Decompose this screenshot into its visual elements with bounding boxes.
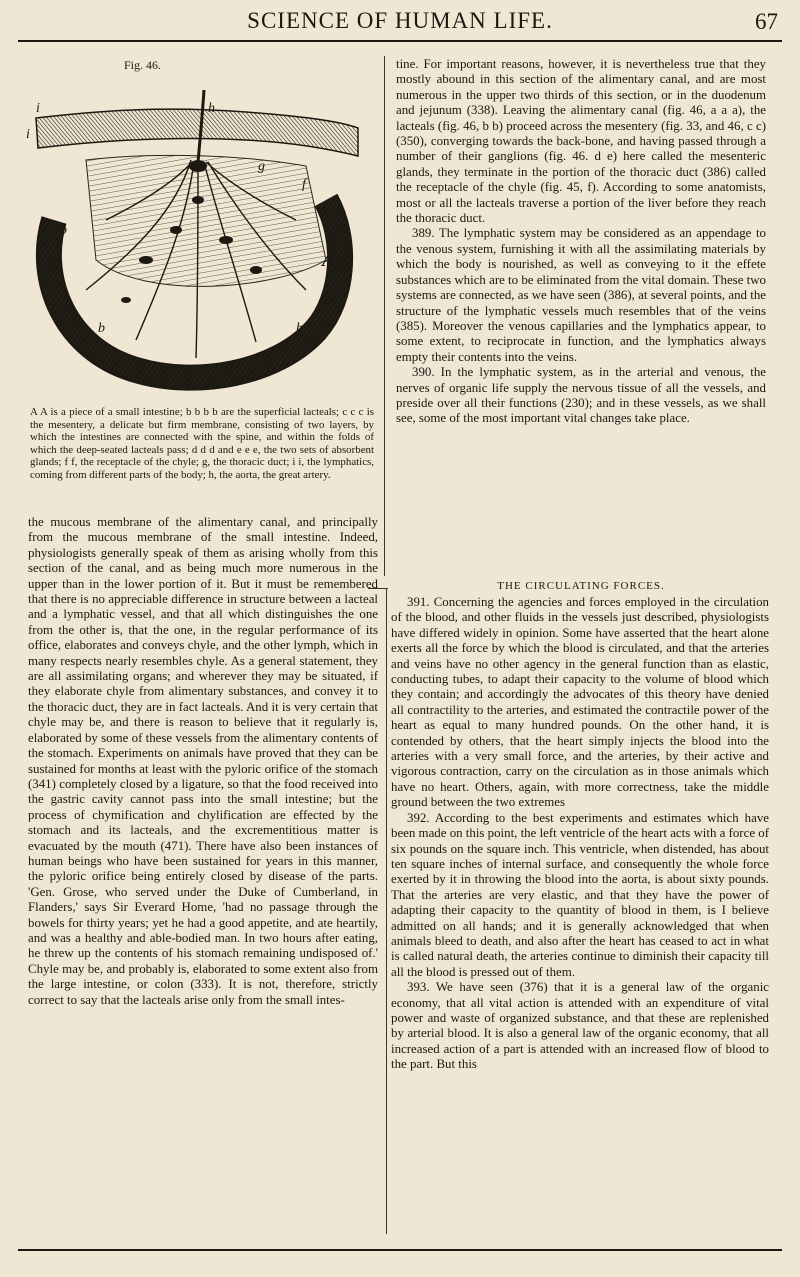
column-divider-upper: [384, 56, 385, 576]
paragraph-392: 392. According to the best experiments and estimates which have been made on this point, the left ventricle of the heart acts with a force of six pounds on the square inch. This ventricle, when distended, has about ten square inches of internal surface, and consequently the whole force exerted by it in throwing the blood into the aorta, is about sixty pounds. That the arteries are very elastic, and that they have the power of adapting their capacity to the quantity of blood in them, is I believe admitted on all hands; and it is generally acknowledged that when animals bleed to death, and also after the heart has ceased to act in what is called natural death, the arteries continue to diminish their capacity till all the blood is pressed out of them.: [391, 810, 769, 979]
paragraph-391: 391. Concerning the agencies and forces employed in the circulation of the blood, and other fluids in the vessels just described, physiologists have differed widely in opinion. Some have asserted that the heart alone exerts all the force by which the blood is circulated, and that the arteries and veins have no other agency in the general function than as elastic, conducting tubes, to adapt their capacity to the volume of blood which they contain; and accordingly the advocates of this theory have denied all contractility to the arteries, and estimated the contractile power of the heart as equal to many hundred pounds. On the other hand, it is contended by others, that the heart simply injects the blood into the arteries with a very small force, and the arteries, by their active and vigorous contraction, carry on the circulation as in those animals which have no heart. Others, again, with more correctness, take the middle ground between the two extremes: [391, 595, 769, 810]
fig-letter-b-4: b: [296, 321, 303, 336]
running-head: SCIENCE OF HUMAN LIFE.: [247, 8, 553, 33]
left-column-text: the mucous membrane of the alimentary canal, and principally from the mucous membrane of the small intestine. Indeed, physiologists generally speak of them as arising wholly from this section of the canal, and as being much more numerous in the upper than in the lower portion of it. But it must be remembered that there is no appreciable difference in structure between a lacteal and a lymphatic vessel, and that all which distinguishes the one from the other is, that the one, in the regular performance of its office, elaborates and conveys chyle, and the other lymph, which in many respects nearly resembles chyle. As a general statement, they are all assimilating organs; and wherever they may be situated, if they elaborate chyle from alimentary substances, and convey it to the thoracic duct, they are in fact lacteals. And it is very certain that chyle may be, and there is reason to believe that it regularly is, elaborated by some of these vessels from the alimentary contents of the stomach. Experiments on animals have proved that they can be sustained for months at least with the pyloric orifice of the stomach (341) completely closed by a ligature, so that the food received into the gastric cavity cannot pass into the small intestine; but the process of chymification and chylification are effected by the stomach and its lacteals, and the excrementitious matter is evacuated by the mouth (471). There have also been instances of human beings who have been sustained for years in this manner, the pyloric orifice being entirely closed by disease of the parts. 'Gen. Grose, who served under the Duke of Cumberland, in Flanders,' says Sir Everard Home, 'had no passage through the bowels for thirty years; yet he had a good appetite, and ate heartily, and was a healthy and able-bodied man. In two hours after eating, he threw up the contents of his stomach remaining undisposed of.' Chyle may be, and probably is, elaborated to some extent also from the large intestine, or colon (333). It is not, therefore, strictly correct to say that the lacteals arise only from the small intes-: [28, 515, 378, 1007]
figure-caption: A A is a piece of a small intestine; b b b b are the superficial lacteals; c c c is the mesentery, a delicate but firm membrane, consisting of two layers, by which the intestines are connected with the spine, and within the folds of which the deep-seated lacteals pass; d d d and e e e, the two sets of absorbent glands; f f, the receptacle of the chyle; g, the thoracic duct; i i, the lymphatics, coming from different parts of the body; h, the aorta, the great artery.: [30, 406, 374, 481]
fig-letter-h: h: [208, 101, 215, 116]
figure-46: [26, 56, 366, 406]
page-header: [0, 8, 800, 42]
section-heading: THE CIRCULATING FORCES.: [497, 580, 665, 592]
fig-letter-a-left: A: [50, 249, 64, 271]
right-column-upper: [396, 57, 766, 427]
fig-letter-i-top: i: [36, 101, 40, 116]
paragraph-390: 390. In the lymphatic system, as in the arterial and venous, the nerves of organic life supply the nervous tissue of all the vessels, and preside over all their functions (230); and in these vessels, as we shall see, some of the most important vital changes take place.: [396, 365, 766, 426]
intestine-illustration: [26, 70, 366, 400]
fig-letter-b-1: b: [60, 223, 67, 238]
fig-letter-b-3: b: [98, 321, 105, 336]
fig-letter-g: g: [258, 159, 265, 174]
header-rule: [18, 40, 782, 42]
paragraph-388-cont: tine. For important reasons, however, it is nevertheless true that they mostly abound in this section of the alimentary canal, and are most numerous in the upper two thirds of this section, or in the duodenum and jejunum (338). Leaving the alimentary canal (fig. 46, a a a), the lacteals (fig. 46, b b) proceed across the mesentery (fig. 33, and 46, c c) (350), converging towards the back-bone, and having passed through a number of their ganglions (fig. 46. d e) here called the mesenteric glands, they terminate in the portion of the thoracic duct (386) called the receptacle of the chyle (fig. 45, f). According to some anatomists, most or all the lacteals traverse a portion of the liver before they reach the thoracic duct.: [396, 57, 766, 226]
paragraph-393: 393. We have seen (376) that it is a general law of the organic economy, that all vital action is attended with an expenditure of vital power and waste of organized substance, and that these are replenished by arterial blood. It is also a general law of the organic economy, that all increased action of a part is attended with an increased flow of blood to the part. But this: [391, 980, 769, 1072]
left-column: [28, 515, 378, 1008]
right-column-lower: [391, 595, 769, 1073]
fig-letter-a-right: A: [322, 249, 336, 271]
footer-rule: [18, 1249, 782, 1251]
column-divider-lower: [386, 588, 387, 1234]
fig-letter-b-2: b: [340, 219, 347, 234]
paragraph-389: 389. The lymphatic system may be considered as an appendage to the venous system, furnishing it with all the assimilating materials by which the body is nourished, as well as conveying to it the effete substances which are to be eliminated from the vital domain. These two systems are connected, as we have seen (386), at several points, and the structure of the lymphatic vessels much resembles that of the veins (385). Moreover the venous capillaries and the lymphatics appear, to some extent, to reciprocate in function, and the lymphatics always empty their contents into the veins.: [396, 226, 766, 364]
fig-letter-i-left: i: [26, 127, 30, 142]
figure-label: Fig. 46.: [124, 58, 162, 72]
page-number: 67: [755, 9, 778, 34]
fig-letter-f: f: [302, 177, 306, 192]
